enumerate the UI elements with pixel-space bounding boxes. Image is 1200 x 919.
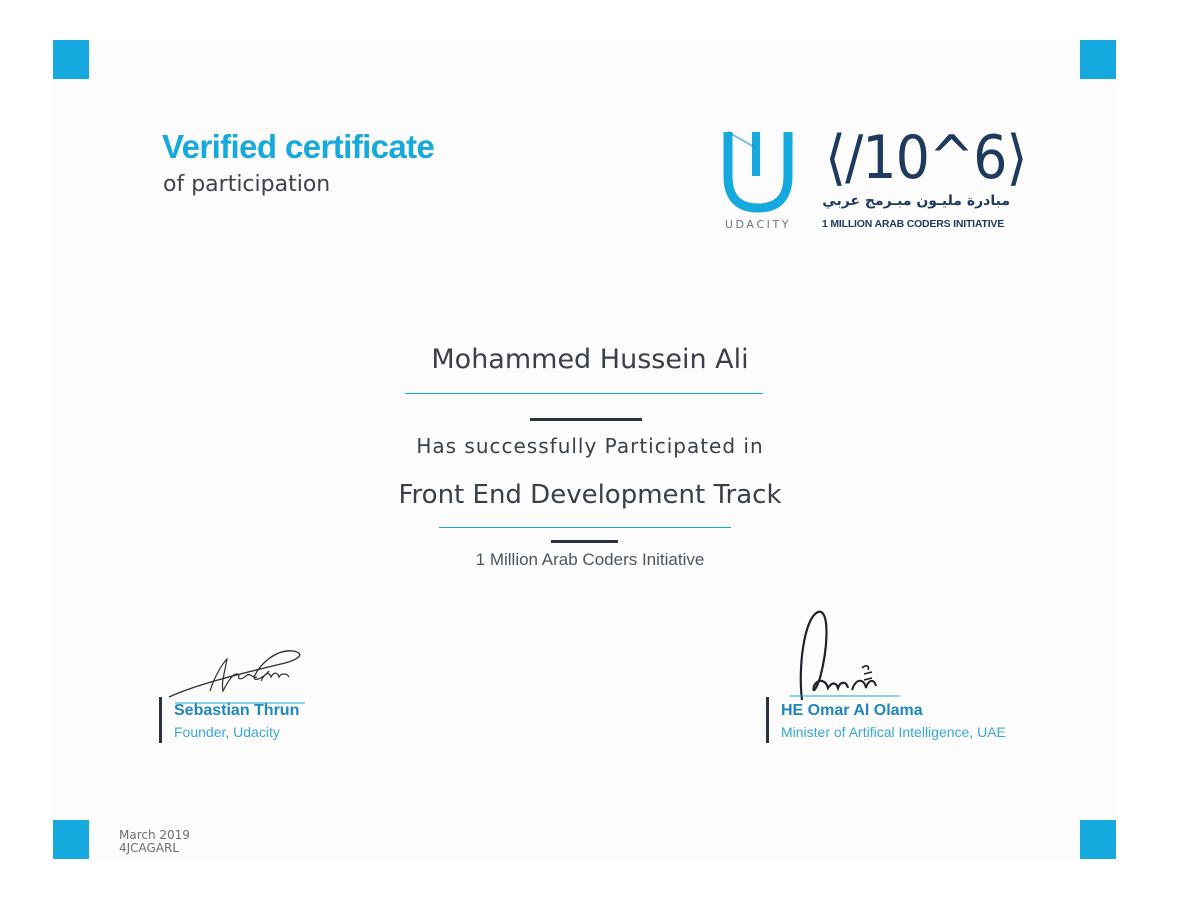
certificate-subtitle: of participation [163, 172, 331, 197]
signatory-role-left: Founder, Udacity [174, 724, 280, 740]
program-name: 1 Million Arab Coders Initiative [475, 550, 705, 569]
corner-square-bottom-left [53, 820, 89, 859]
initiative-code-logo: ⟨/10^6⟩ [825, 123, 1027, 193]
certificate-code: 4JCAGARL [119, 841, 180, 855]
track-underline [439, 527, 731, 528]
sebastian-thrun-signature [165, 645, 310, 707]
initiative-name: 1 MILLION ARAB CODERS INITIATIVE [822, 218, 1005, 230]
participation-statement: Has successfully Participated in [416, 434, 764, 458]
signatory-name-left: Sebastian Thrun [174, 702, 300, 719]
signatory-name-right: HE Omar Al Olama [781, 702, 923, 719]
recipient-name: Mohammed Hussein Ali [431, 344, 749, 375]
corner-square-top-right [1080, 40, 1116, 79]
initiative-arabic-name: مبادرة مليـون مبـرمج عربي [822, 193, 1010, 209]
certificate-title: Verified certificate [162, 128, 435, 165]
signatory-bar-left [159, 697, 162, 743]
track-name: Front End Development Track [398, 480, 782, 510]
issue-date: March 2019 [119, 828, 190, 842]
corner-square-top-left [53, 40, 89, 79]
track-divider [551, 540, 618, 543]
section-divider [530, 418, 642, 421]
signatory-bar-right [766, 697, 769, 743]
signatory-role-right: Minister of Artifical Intelligence, UAE [781, 724, 1006, 740]
corner-square-bottom-right [1080, 820, 1116, 859]
recipient-underline [405, 393, 763, 394]
omar-al-olama-signature [790, 608, 900, 708]
udacity-wordmark: UDACITY [724, 218, 792, 231]
